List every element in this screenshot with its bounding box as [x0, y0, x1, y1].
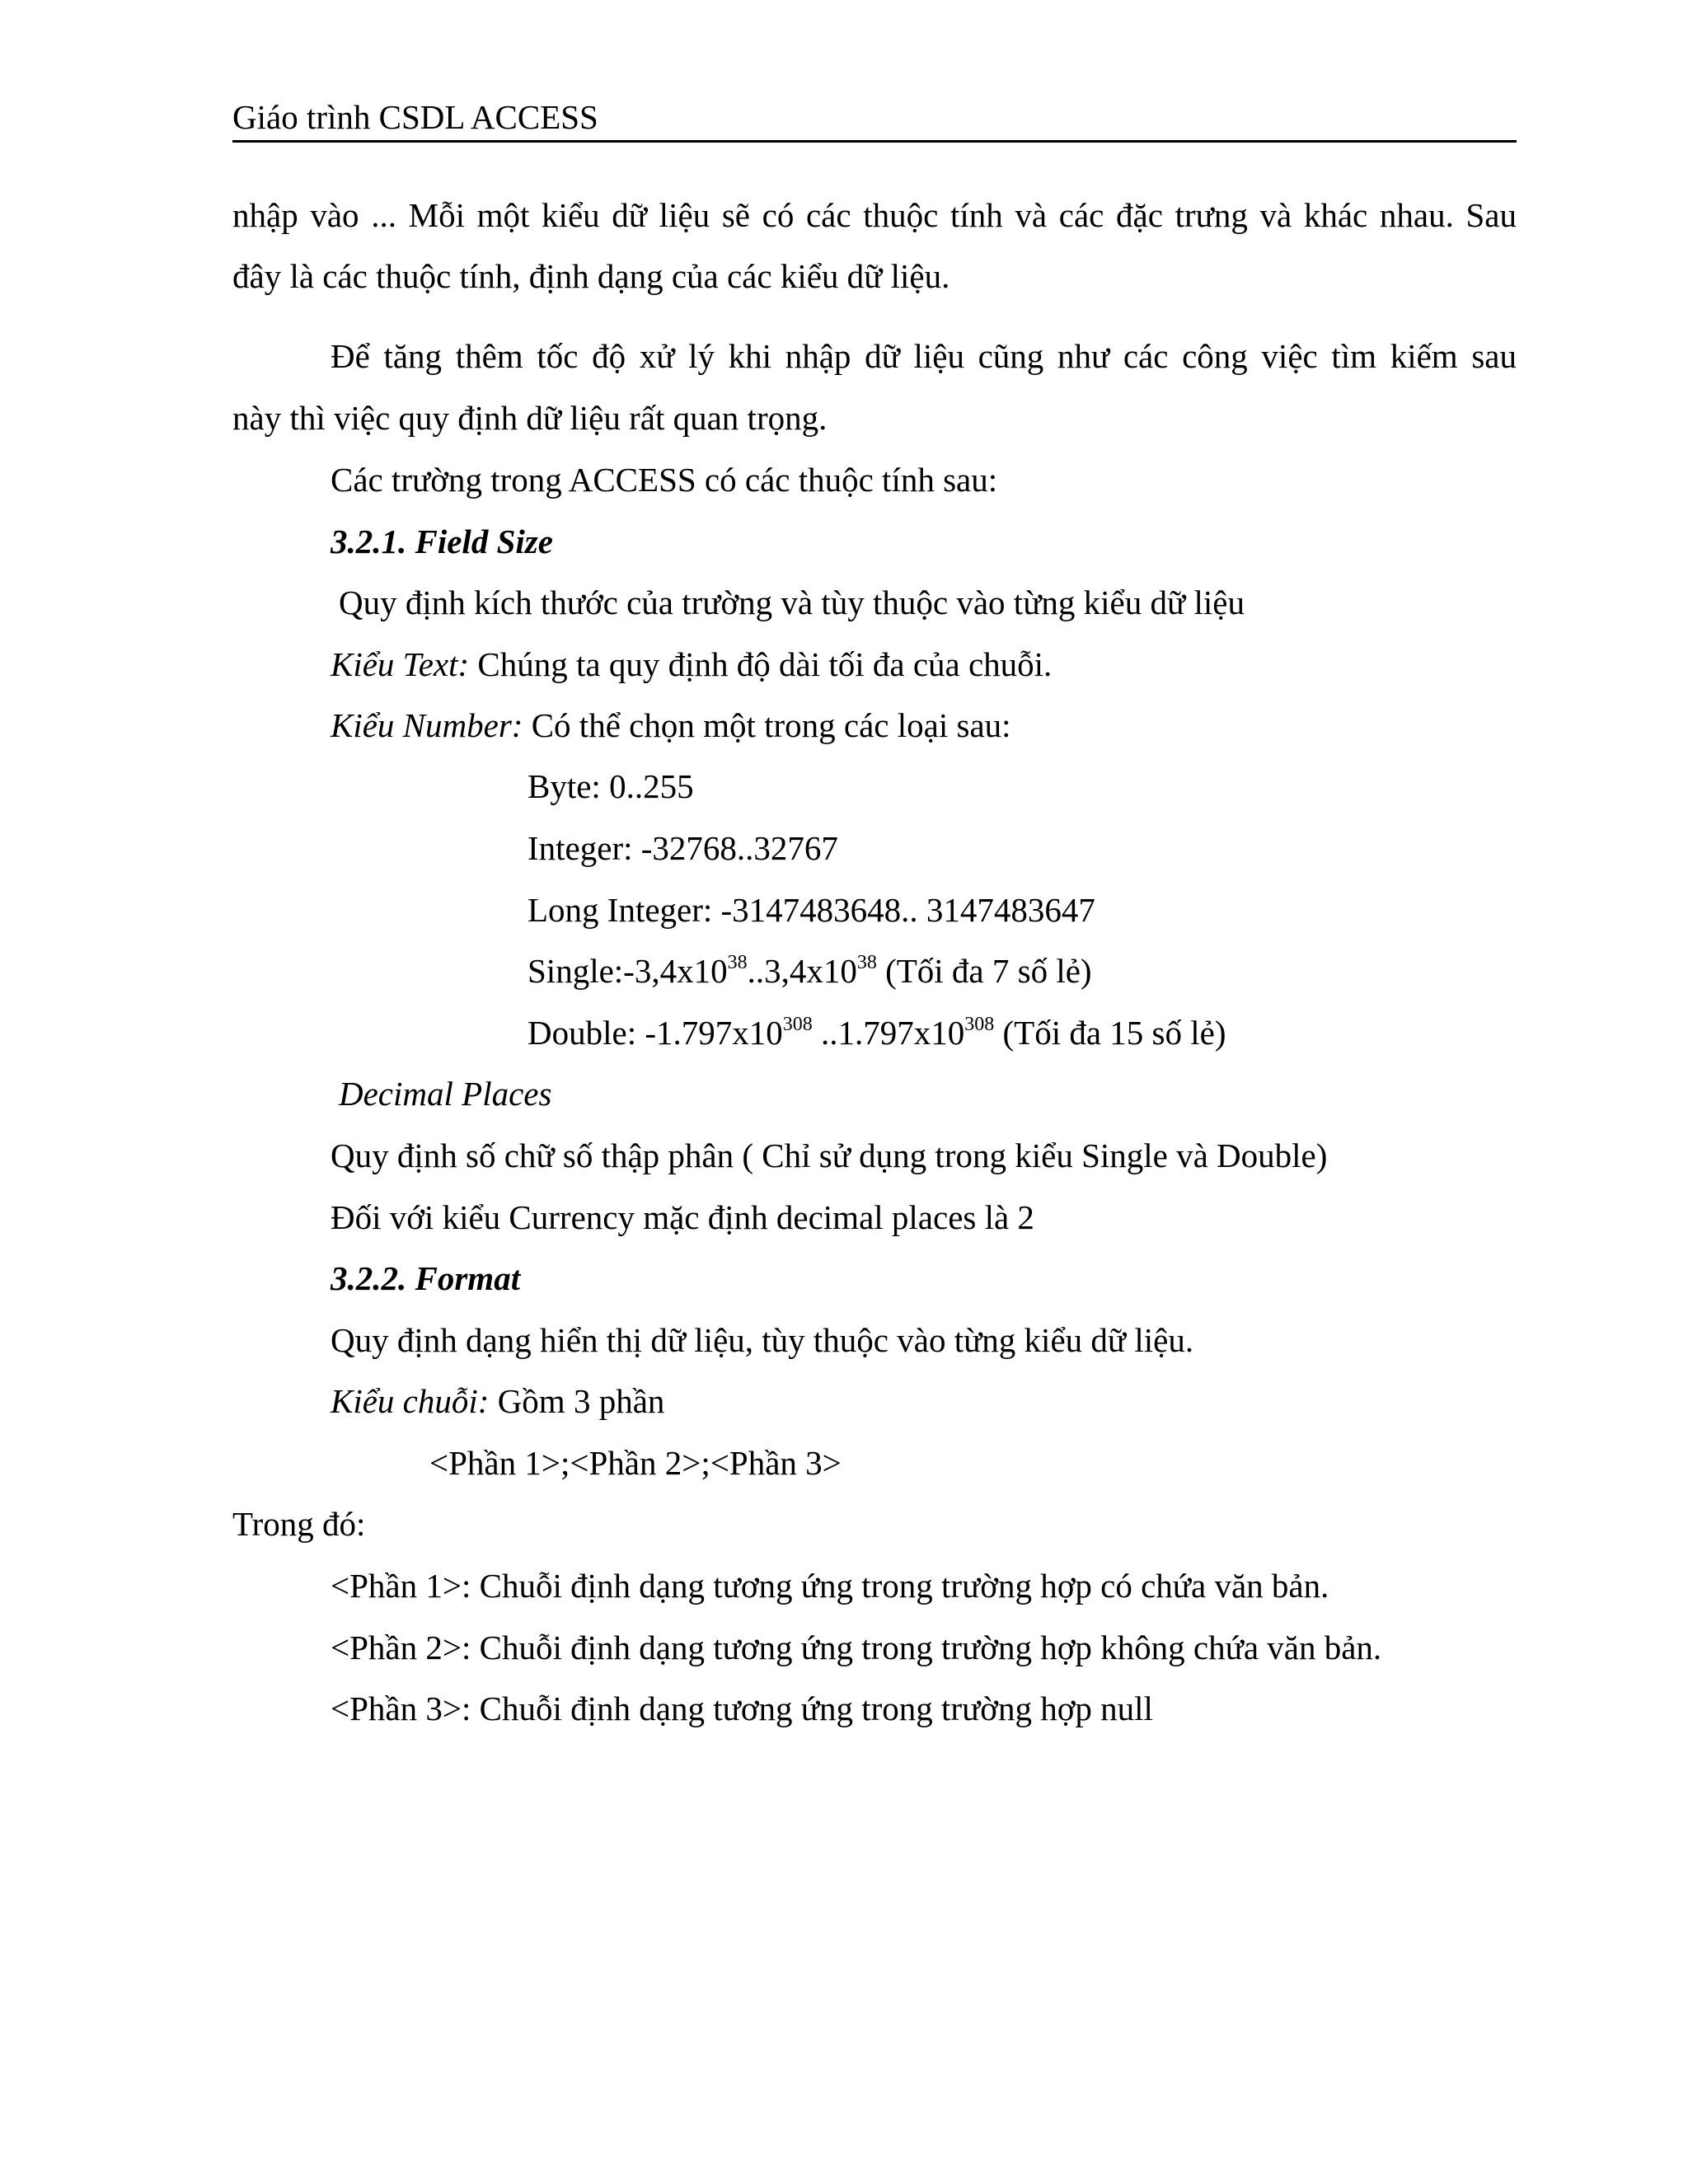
header-divider — [232, 140, 1517, 143]
intro-line-1: nhập vào ... Mỗi một kiểu dữ liệu sẽ có các thuộc tính và các đặc trưng và khác nhau. Sau — [232, 196, 1517, 234]
page-header-title: Giáo trình CSDL ACCESS — [232, 98, 598, 136]
string-type-desc: Gồm 3 phần — [489, 1382, 665, 1420]
decimal-places-heading: Decimal Places — [339, 1075, 552, 1113]
single-precision-note: (Tối đa 7 số lẻ) — [876, 952, 1092, 990]
format-heading: 3.2.2. Format — [331, 1259, 521, 1297]
decimal-places-line-2: Đối với kiểu Currency mặc định decimal places là 2 — [331, 1198, 1034, 1236]
text-type-label: Kiểu Text: — [331, 645, 470, 683]
where-label: Trong đó: — [232, 1505, 366, 1543]
double-range-start: Double: -1.797x10 — [528, 1014, 783, 1052]
number-type-line — [331, 705, 1011, 745]
text-type-line — [331, 644, 1052, 684]
single-range — [528, 951, 1092, 991]
double-exponent-2: 308 — [964, 1014, 995, 1035]
single-exponent-1: 38 — [727, 952, 748, 973]
string-type-line — [331, 1381, 664, 1421]
double-exponent-1: 308 — [782, 1014, 813, 1035]
format-parts: <Phần 1>;<Phần 2>;<Phần 3> — [429, 1444, 842, 1482]
field-size-heading: 3.2.1. Field Size — [331, 523, 553, 560]
single-exponent-2: 38 — [856, 952, 877, 973]
part-1-desc: <Phần 1>: Chuỗi định dạng tương ứng trong trường hợp có chứa văn bản. — [331, 1567, 1329, 1605]
part-2-desc: <Phần 2>: Chuỗi định dạng tương ứng trong trường hợp không chứa văn bản. — [331, 1629, 1382, 1666]
part-3-desc: <Phần 3>: Chuỗi định dạng tương ứng trong trường hợp null — [331, 1690, 1153, 1727]
decimal-places-line-1: Quy định số chữ số thập phân ( Chỉ sử dụng trong kiểu Single và Double) — [331, 1137, 1328, 1174]
integer-range: Integer: -32768..32767 — [528, 829, 838, 867]
byte-range: Byte: 0..255 — [528, 767, 694, 805]
long-integer-range: Long Integer: -3147483648.. 3147483647 — [528, 891, 1095, 929]
number-type-desc: Có thể chọn một trong các loại sau: — [523, 706, 1011, 744]
text-type-desc: Chúng ta quy định độ dài tối đa của chuỗi. — [469, 645, 1053, 683]
number-type-label: Kiểu Number: — [331, 706, 523, 744]
intro-line-4: này thì việc quy định dữ liệu rất quan trọng. — [232, 399, 828, 437]
single-range-end: ..3,4x10 — [747, 952, 857, 990]
intro-line-2: đây là các thuộc tính, định dạng của các kiểu dữ liệu. — [232, 257, 950, 295]
field-size-desc: Quy định kích thước của trường và tùy thuộc vào từng kiểu dữ liệu — [339, 583, 1245, 621]
double-range-end: ..1.797x10 — [812, 1014, 965, 1052]
intro-line-5: Các trường trong ACCESS có các thuộc tính sau: — [331, 461, 998, 499]
double-range — [528, 1013, 1226, 1052]
string-type-label: Kiểu chuỗi: — [331, 1382, 490, 1420]
intro-line-3: Để tăng thêm tốc độ xử lý khi nhập dữ liệu cũng như các công việc tìm kiếm sau — [331, 337, 1517, 375]
format-desc: Quy định dạng hiển thị dữ liệu, tùy thuộc vào từng kiểu dữ liệu. — [331, 1321, 1194, 1359]
single-range-start: Single:-3,4x10 — [528, 952, 728, 990]
double-precision-note: (Tối đa 15 số lẻ) — [994, 1014, 1226, 1052]
